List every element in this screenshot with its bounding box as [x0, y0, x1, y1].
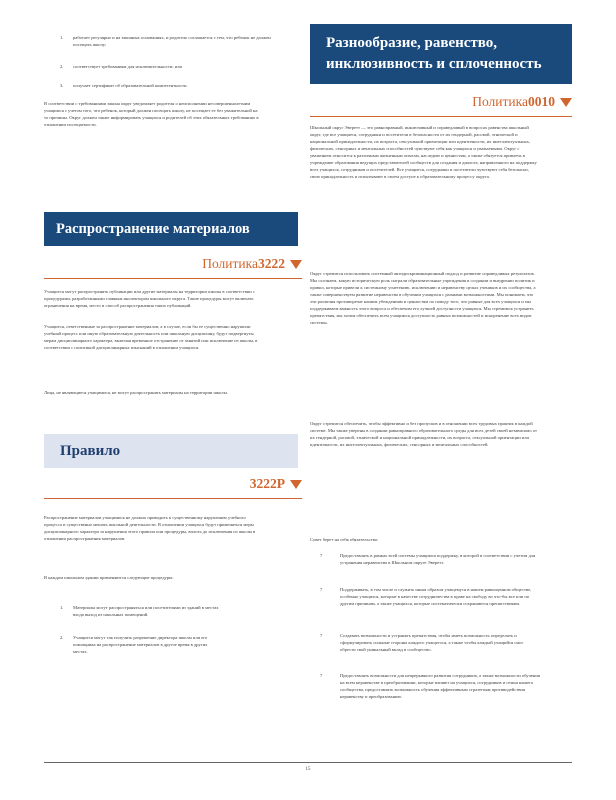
list-text: Предоставлять в рамках всей системы учащимся поддержку, в которой в соответствии с учетом для устранения неравенства в Школьном округе Эверетт.: [340, 553, 536, 565]
list-text: соответствует требованиям для исключительности; или: [73, 64, 182, 69]
policy-label: Политика: [202, 256, 258, 271]
list-text: Создавать возможности и устранять препятствия, чтобы иметь возможность определить и сформулировать сильные стороны каждого учащегося, а также чтобы каждый учащийся смог обрести свой уникальный вклад в сообщество.: [340, 633, 524, 652]
section-title: Распространение материалов: [56, 221, 250, 237]
materials-paragraph-3: Лица, не являющиеся учащимися, не могут распространять материалы на территории школы.: [44, 390, 228, 395]
diversity-paragraph-3: Округ стремится обеспечить, чтобы эффективно и без пропусков и в отношении всех трудовых практик в каждой системе. Мы также уверены в создании равноправного образовательного среды для всех детей своей независимо от их гендерной, расовой, этнической и национальной принадлежности, их возраста, сексуальной ориентации или идентичности, их интеллектуальных, физических, сенсорных и ментальных способностей.: [310, 421, 538, 447]
list-text: работает регулярно и на законных основаниях, и родитель соглашается с тем, что ребенок не должен посещать школу;: [73, 35, 271, 47]
policy-number-3222p: [250, 476, 302, 492]
policy-code: 3222Р: [249, 476, 285, 491]
bullet-mark: 7: [320, 633, 323, 638]
list-text: получает сертификат об образовательной компетентности.: [73, 83, 188, 88]
rule-paragraph-2: В каждом школьном здании применяются следующие процедуры:: [44, 575, 174, 580]
policy-code: 3222: [258, 256, 285, 271]
policy-number-0010: [472, 94, 572, 110]
section-title-line: инклюзивность и сплоченность: [326, 56, 542, 72]
section-title: Правило: [60, 443, 121, 459]
list-text: Предоставлять возможности для непрерывного развития сотрудников, а также возможности обучения на всем неравенстве в преобразовании, которые влияют на учащихся, сотрудников и семьи нашего сообщества, предоставлять возможность обучения эффективным стратегиям противодействия неравенству и преобразованию.: [340, 673, 540, 699]
policy-number-3222: [202, 256, 302, 272]
footer-rule: [44, 762, 572, 763]
section-heading-materials: [44, 212, 298, 246]
orange-rule: [44, 278, 302, 279]
list-text: Учащиеся могут так получить разрешение директора школы или его помощника на распространение материалов в другое время в других местах.: [73, 635, 208, 654]
triangle-down-icon: [560, 98, 572, 107]
list-text: Материалы могут распространяться или посетителями из зданий в местах входа выход из школьных помещений.: [73, 605, 219, 617]
policy-code: 0010: [528, 94, 555, 109]
section-heading-diversity: [310, 24, 572, 84]
list-number: 1.: [60, 605, 64, 610]
list-number: 2.: [60, 635, 64, 640]
diversity-paragraph-2: Округ стремится использовать системный антидискриминационный подход и развитие справедливых результатов. Мы осознаем, какую историческую роль сыграли образовательные учреждения в создании и внедрении политик и правил, которые привели к системному угнетению, исключению и неравенству целых учеников и их сообщества, а также совершенствуем развитие неравенства в обучении учащихся с разными возможностями. Мы понимаем, что эти различия противоречат нашим убеждениям и ценностям по поводу того, что равные для всех учащихся и мы поддерживаем важность этого вопроса и обеспечим его лучшей доступности учащихся. Мы стремимся устранить препятствия, мы хотим обеспечить всем учащимся доступность равных возможностей и искоренение всех видов системы.: [310, 271, 536, 325]
bullet-mark: 7: [320, 587, 323, 592]
list-number: 1.: [60, 35, 64, 40]
intro-paragraph: В соответствии с требованиями закона округ уведомляет родителя о неисполнении несовершеннолетним учащимся с учетом того, что ребенок, который должен посещать школу, не посещает ее без уважительной на то причины. Округ должен также информировать учащихся и родителей об этих обязательных требованиях в отношении посещаемости.: [44, 101, 259, 127]
commitments-lead: Совет берет на себя обязательство:: [310, 537, 379, 542]
section-title-line: Разнообразие, равенство,: [326, 35, 498, 51]
section-heading-rule: [44, 434, 298, 468]
orange-rule: [310, 116, 572, 117]
rule-paragraph-1: Распространение материалов учащимися не должно приводить к существенному нарушению учебного процесса и существенно мешать школьной деятельности. В отношении учащихся будут применяться меры дисциплинарного характера за нарушения этого правила или процедуры, вплоть до исключения из школы в отношении распространения материалов.: [44, 515, 256, 541]
diversity-paragraph-1: Школьный округ Эверетт — это равноправный, инклюзивный и справедливый в вопросах равенства школьный округ, где все учащиеся, сотрудники и посетители в безопасности от их гендерной, расовой, этнической и национальной принадлежности, их возраста, сексуальной ориентации или идентичности, их интеллектуальных, физических, сенсорных и ментальных способностей чувствуют себя как учащихся и уважаемыми. Округ с уважением относится к различным жизненным опытам, наследию и ценностям, а также обязуется привлечь в учреждение образования ведущих представителей сообществ для создания и диалога, направленного на поддержку всех учащихся, сотрудников и посетителей. Все учащиеся, сотрудники и посетители чувствуют себя безопасно, свою принадлежность и испытывают в своем доступе к образовательному процессу округа.: [310, 125, 537, 179]
orange-rule: [44, 498, 302, 499]
page-number: 15: [305, 767, 311, 772]
materials-paragraph-2: Учащиеся, ответственные за распространение материалов, а в случае, если бы ее существенно нарушили учебный процесс или иную образовательную деятельность или школьную дисциплину, будут подвергнуты мерам дисциплинарного характера, включая временное отстранение от занятий или исключение из школы, в соответствии с политикой дисциплинарных взысканий в отношении учащихся.: [44, 324, 258, 350]
triangle-down-icon: [290, 260, 302, 269]
policy-label: Политика: [472, 94, 528, 109]
list-number: 3.: [60, 83, 64, 88]
triangle-down-icon: [290, 480, 302, 489]
list-text: Поддерживать, в том числе и служить иным образом учащемуся в нашем равноценном обществе, особенно учащихся, которые в качестве сотрудничества в праве на свободу во что-бы все или по другим причинам, а также учащихся, которые систематически сохраняются препятствиями.: [340, 587, 532, 606]
materials-paragraph-1: Учащиеся могут распространять публикации или другие материалы на территории школы в соответствии с процедурами, разработанными главным инспектором школьного округа. Такие процедуры могут включать ограничения на время, место и способ распространения таких публикаций.: [44, 289, 255, 308]
list-number: 2.: [60, 64, 64, 69]
bullet-mark: 7: [320, 673, 323, 678]
bullet-mark: 7: [320, 553, 323, 558]
